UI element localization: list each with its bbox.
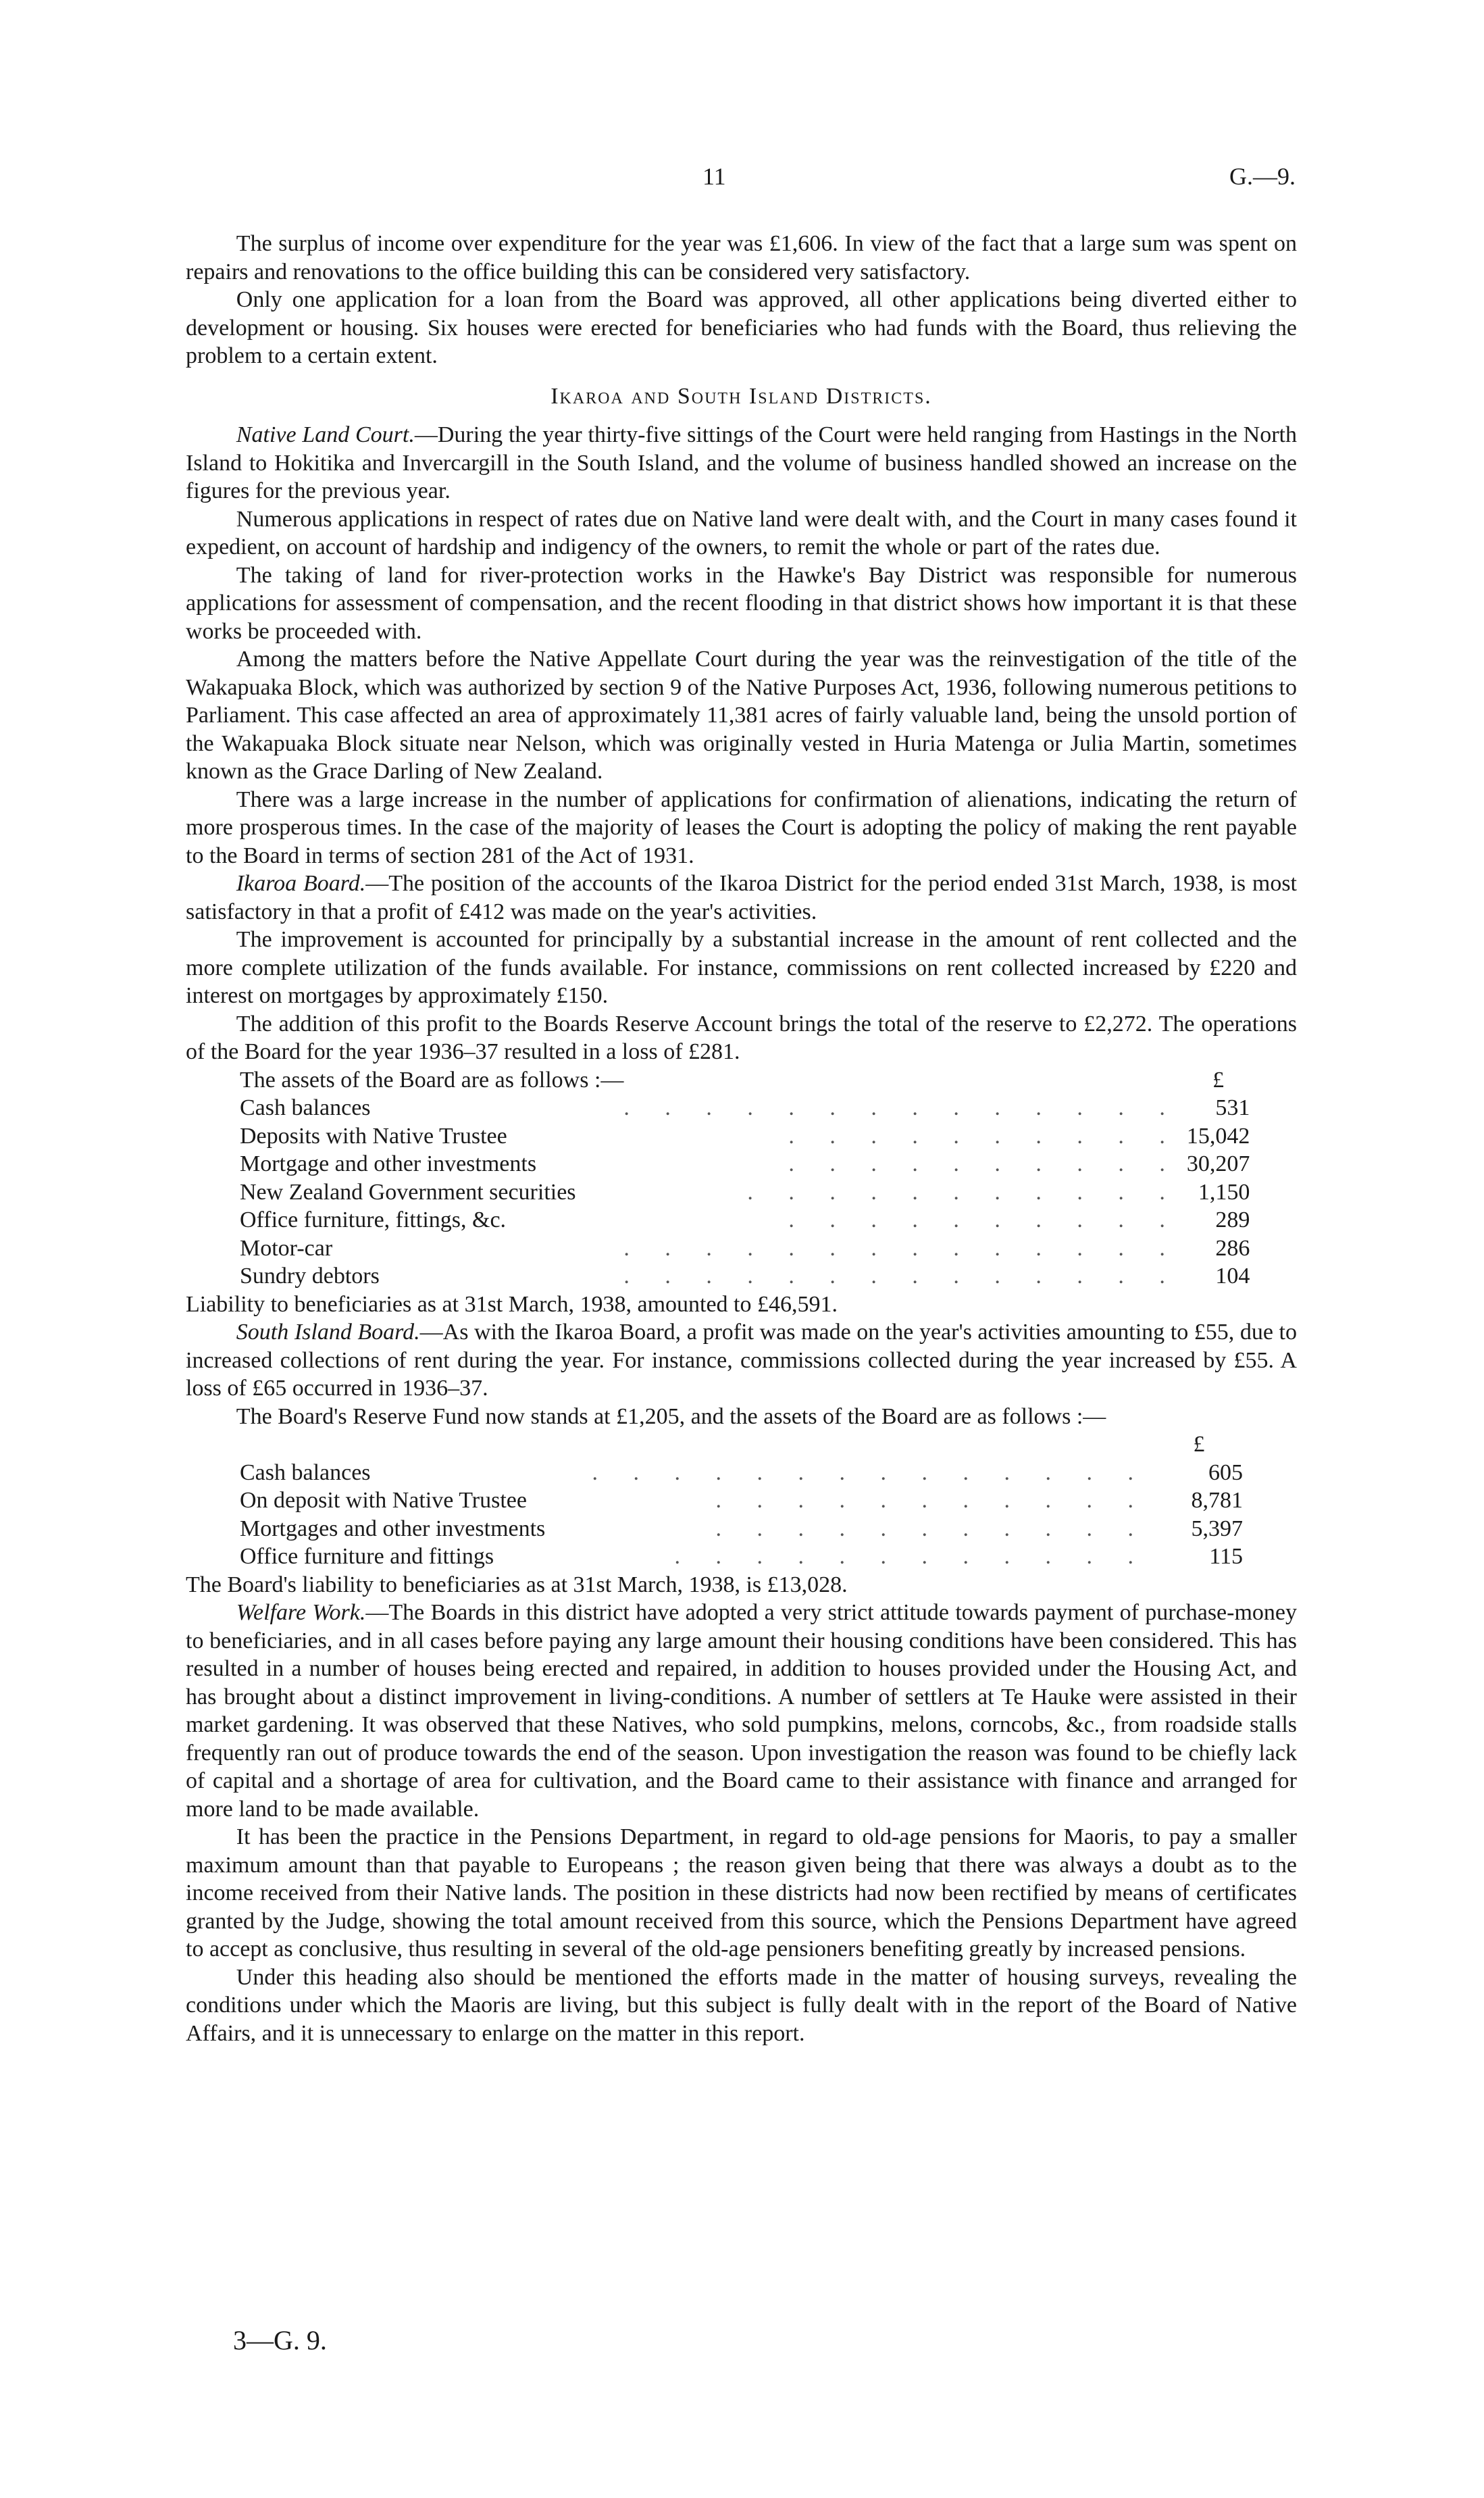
leader-dots: . . . . . . . . . . (788, 1151, 1180, 1176)
asset-value: 1,150 (1198, 1179, 1250, 1205)
asset-label: Office furniture and fittings (240, 1544, 494, 1569)
leader-dots: . . . . . . . . . . (788, 1207, 1180, 1232)
asset-label: Office furniture, fittings, &c. (240, 1207, 507, 1232)
table-row (240, 1262, 1250, 1291)
leader-dots: . . . . . . . . . . . . (674, 1544, 1148, 1569)
south-assets-table (240, 1430, 1243, 1571)
asset-value: 104 (1215, 1264, 1250, 1289)
paragraph-reserve: The addition of this profit to the Boards Reserve Account brings the total of the reserve to £2,272. The operations of the Board for the year 1936–37 resulted in a loss of £281. (186, 1011, 1297, 1064)
asset-value: 15,042 (1186, 1123, 1250, 1149)
page-header (0, 162, 1484, 203)
paragraph-south-liability: The Board's liability to beneficiaries as at 31st March, 1938, is £13,028. (186, 1572, 848, 1597)
paragraph-ikaroa-board (186, 870, 1297, 926)
ikaroa-board-lead: Ikaroa Board. (236, 871, 366, 896)
asset-label: Cash balances (240, 1095, 371, 1120)
asset-label: Sundry debtors (240, 1264, 380, 1289)
native-land-court-lead: Native Land Court. (236, 422, 415, 447)
paragraph-ikaroa-liability: Liability to beneficiaries as at 31st March, 1938, amounted to £46,591. (186, 1291, 838, 1317)
native-land-court-text: —During the year thirty-five sittings of the Court were held ranging from Hastings in the North Island to Hokitika and Invercargill in the South Island, and the volume of business handled showed an increase on the figures for the previous year. (186, 422, 1297, 503)
paragraph-surplus: The surplus of income over expenditure for the year was £1,606. In view of the fact that a large sum was spent on repairs and renovations to the office building this can be considered very satisfactory. (186, 231, 1297, 284)
asset-value: 605 (1208, 1459, 1243, 1485)
asset-label: Cash balances (240, 1459, 371, 1485)
welfare-work-lead: Welfare Work. (236, 1600, 366, 1625)
leader-dots: . . . . . . . . . . (788, 1123, 1180, 1149)
page-footer-signature: 3—G. 9. (233, 2325, 327, 2355)
currency-symbol: £ (1193, 1432, 1205, 1457)
asset-label: Mortgages and other investments (240, 1516, 546, 1541)
asset-value: 5,397 (1191, 1516, 1243, 1541)
paragraph-south-assets-intro: The Board's Reserve Fund now stands at £1,205, and the assets of the Board are as follows :— (236, 1403, 1106, 1429)
leader-dots: . . . . . . . . . . . (715, 1488, 1148, 1513)
ikaroa-board-text: —The position of the accounts of the Ikaroa District for the period ended 31st March, 1938, is most satisfactory in that a profit of £412 was made on the year's activities. (186, 871, 1297, 924)
document-reference: G.—9. (1229, 163, 1296, 190)
table-row (240, 1234, 1250, 1263)
table-row (240, 1515, 1243, 1543)
leader-dots: . . . . . . . . . . . (747, 1179, 1180, 1205)
table-row (240, 1150, 1250, 1178)
paragraph-housing-surveys: Under this heading also should be mentioned the efforts made in the matter of housing surveys, revealing the conditions under which the Maoris are living, but this subject is fully dealt with in the report of the Board of Native Affairs, and it is unnecessary to enlarge on the matter in this report. (186, 1964, 1297, 2046)
paragraph-loan: Only one application for a loan from the Board was approved, all other applications being diverted either to development or housing. Six houses were erected for beneficiaries who had funds with the Board, thus relieving the problem to a certain extent. (186, 287, 1297, 368)
paragraph-south-island-board (186, 1318, 1297, 1403)
south-island-board-text: —As with the Ikaroa Board, a profit was made on the year's activities amounting to £55, due to increased collections of rent during the year. For instance, commissions collected during the year increased by £55. A loss of £65 occurred in 1936–37. (186, 1320, 1297, 1401)
leader-dots: . . . . . . . . . . . (715, 1516, 1148, 1541)
paragraph-pensions: It has been the practice in the Pensions Department, in regard to old-age pensions for Maoris, to pay a smaller maximum amount than that payable to Europeans ; the reason given being that there was always a doubt as to the income received from their Native lands. The position in these districts had now been rectified by means of certificates granted by the Judge, showing the total amount received from this source, which the Pensions Department have agreed to accept as conclusive, thus resulting in several of the old-age pensioners benefiting greatly by increased pensions. (186, 1824, 1297, 1962)
table-row (240, 1543, 1243, 1571)
asset-value: 289 (1215, 1207, 1250, 1232)
welfare-work-text: —The Boards in this district have adopted a very strict attitude towards payment of purchase-money to beneficiaries, and in all cases before paying any large amount their housing conditions have been considered. This has resulted in a number of houses being erected and repaired, in addition to houses provided under the Housing Act, and has brought about a distinct improvement in living-conditions. A number of settlers at Te Hauke were assisted in their market gardening. It was observed that these Natives, who sold pumpkins, melons, corncobs, &c., from roadside stalls frequently ran out of produce towards the end of the season. Upon investigation the reason was found to be chiefly lack of capital and a shortage of area for cultivation, and the Board came to their assistance with finance and arranged for more land to be made available. (186, 1600, 1297, 1822)
paragraph-wakapuaka: Among the matters before the Native Appellate Court during the year was the reinvestigation of the title of the Wakapuaka Block, which was authorized by section 9 of the Native Purposes Act, 1936, following numerous petitions to Parliament. This case affected an area of approximately 11,381 acres of fairly valuable land, being the unsold portion of the Wakapuaka Block situate near Nelson, which was originally vested in Huria Matenga or Julia Martin, sometimes known as the Grace Darling of New Zealand. (186, 647, 1297, 784)
asset-value: 30,207 (1186, 1151, 1250, 1176)
ikaroa-assets-intro-row (240, 1066, 1250, 1095)
table-row (240, 1094, 1250, 1122)
leader-dots: . . . . . . . . . . . . . . (623, 1264, 1180, 1289)
south-island-board-lead: South Island Board. (236, 1320, 420, 1345)
section-heading: Ikaroa and South Island Districts. (551, 383, 932, 409)
asset-value: 286 (1215, 1235, 1250, 1261)
paragraph-native-land-court (186, 421, 1297, 505)
leader-dots: . . . . . . . . . . . . . . (623, 1095, 1180, 1120)
paragraph-improvement: The improvement is accounted for principally by a substantial increase in the amount of rent collected and the more complete utilization of the funds available. For instance, commissions on rent collected increased by £220 and interest on mortgages by approximately £150. (186, 927, 1297, 1008)
paragraph-alienations: There was a large increase in the number of applications for confirmation of alienations, indicating the return of more prosperous times. In the case of the majority of leases the Court is adopting the policy of making the rent payable to the Board in terms of section 281 of the Act of 1931. (186, 786, 1297, 868)
currency-symbol: £ (1212, 1067, 1225, 1093)
ikaroa-assets-table (240, 1066, 1250, 1291)
table-row (240, 1459, 1243, 1487)
table-row (240, 1487, 1243, 1515)
asset-label: New Zealand Government securities (240, 1179, 576, 1205)
asset-label: Motor-car (240, 1235, 333, 1261)
asset-label: Mortgage and other investments (240, 1151, 537, 1176)
asset-value: 531 (1215, 1095, 1250, 1120)
asset-value: 115 (1209, 1544, 1243, 1569)
paragraph-welfare-work (186, 1599, 1297, 1823)
table-row (240, 1178, 1250, 1207)
asset-label: On deposit with Native Trustee (240, 1488, 527, 1513)
table-row (240, 1206, 1250, 1234)
ikaroa-assets-intro: The assets of the Board are as follows :— (240, 1067, 624, 1093)
page-number: 11 (702, 163, 726, 190)
leader-dots: . . . . . . . . . . . . . . (592, 1459, 1148, 1485)
paragraph-river-protection: The taking of land for river-protection works in the Hawke's Bay District was responsible for numerous applications for assessment of compensation, and the recent flooding in that district shows how important it is that these works be proceeded with. (186, 562, 1297, 644)
paragraph-rates: Numerous applications in respect of rates due on Native land were dealt with, and the Court in many cases found it expedient, on account of hardship and indigency of the owners, to remit the whole or part of the rates due. (186, 506, 1297, 559)
south-assets-unit-row (240, 1430, 1243, 1459)
leader-dots: . . . . . . . . . . . . . . (623, 1235, 1180, 1261)
asset-label: Deposits with Native Trustee (240, 1123, 507, 1149)
table-row (240, 1122, 1250, 1151)
body-text (186, 230, 1297, 2047)
asset-value: 8,781 (1191, 1488, 1243, 1513)
